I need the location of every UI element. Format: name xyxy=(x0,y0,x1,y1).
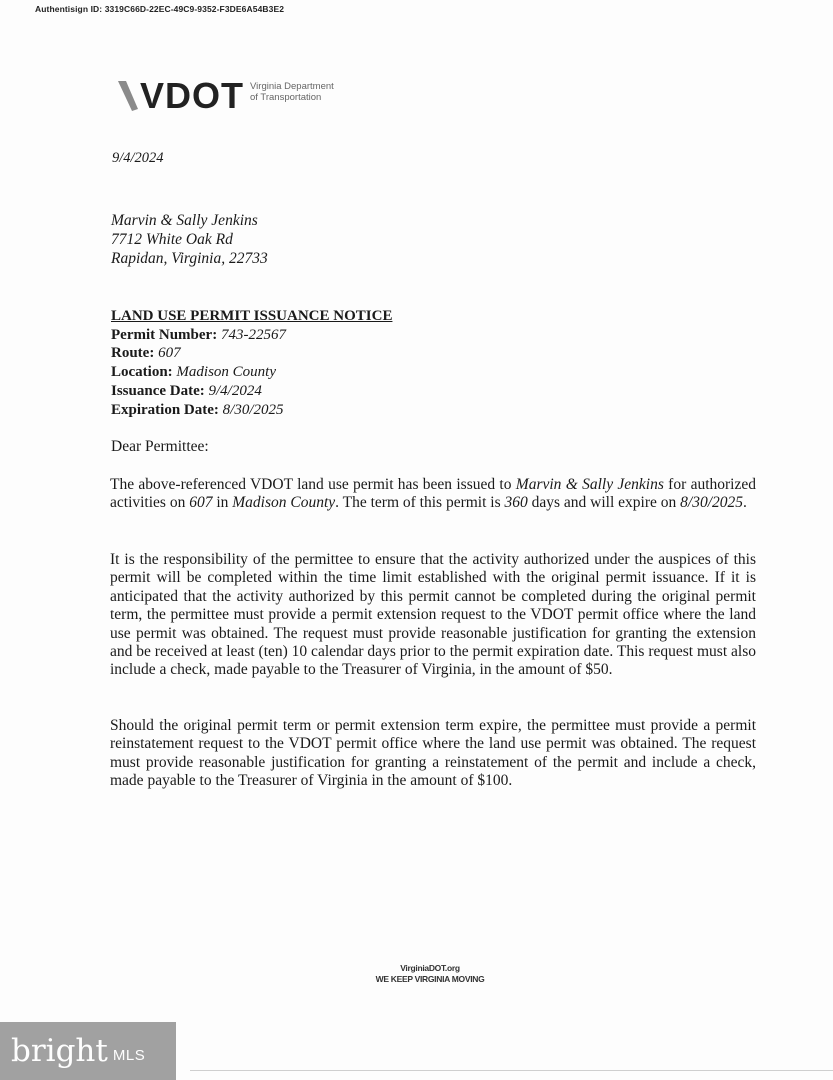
bright-mls-watermark xyxy=(0,1022,176,1080)
p1-text-4: . The term of this permit is xyxy=(335,494,505,512)
p1-route: 607 xyxy=(189,494,213,512)
salutation: Dear Permittee: xyxy=(111,438,209,455)
footer-site: VirginiaDOT.org xyxy=(400,963,460,973)
p1-days: 360 xyxy=(504,494,528,512)
p1-expire: 8/30/2025 xyxy=(680,494,744,512)
letter-date: 9/4/2024 xyxy=(112,150,164,166)
recipient-city: Rapidan, Virginia, 22733 xyxy=(111,250,268,267)
notice-heading: LAND USE PERMIT ISSUANCE NOTICE xyxy=(111,308,393,324)
p1-text-6: . xyxy=(743,494,747,512)
recipient-street: 7712 White Oak Rd xyxy=(111,231,233,248)
p1-text-2: for authorized activities on xyxy=(110,476,756,512)
watermark-suffix: MLS xyxy=(112,1046,146,1064)
paragraph-reinstatement: Should the original permit term or permit extension term expire, the permittee must provide a permit reinstatement request to the VDOT permit office where the land use permit was obtained. The request must provide reasonable justification for granting a reinstatement of the permit and include a check, made payable to the Treasurer of Virginia in the amount of $100. xyxy=(110,717,756,790)
location-row xyxy=(111,363,392,382)
route-value: 607 xyxy=(158,345,181,362)
recipient-address xyxy=(111,211,268,268)
p1-text-3: in xyxy=(212,494,233,512)
watermark-brand: bright xyxy=(11,1032,108,1069)
issuance-label: Issuance Date: xyxy=(111,382,205,399)
vdot-logo-word: VDOT xyxy=(140,75,245,116)
vdot-footer xyxy=(330,963,530,984)
permit-number-value: 743-22567 xyxy=(220,326,286,343)
vdot-logo xyxy=(118,75,334,116)
p1-text-5: days and will expire on xyxy=(527,494,681,512)
authentisign-id: Authentisign ID: 3319C66D-22EC-49C9-9352-F3DE6A54B3E2 xyxy=(35,4,285,14)
issuance-value: 9/4/2024 xyxy=(208,382,262,399)
expiration-value: 8/30/2025 xyxy=(222,401,284,418)
vdot-logo-mark xyxy=(118,75,245,116)
permit-number-label: Permit Number: xyxy=(111,326,218,343)
vdot-swoosh-icon xyxy=(118,79,140,113)
footer-tagline: WE KEEP VIRGINIA MOVING xyxy=(375,974,485,984)
route-label: Route: xyxy=(111,345,155,362)
recipient-name: Marvin & Sally Jenkins xyxy=(111,212,258,229)
paragraph-extension: It is the responsibility of the permittee to ensure that the activity authorized under the auspices of this permit will be completed within the time limit established with the original permit issuance. If it is anticipated that the activity authorized by this permit cannot be completed during the original permit term, the permittee must provide a permit extension request to the VDOT permit office where the land use permit was obtained. The request must provide reasonable justification for granting the extension and be received at least (ten) 10 calendar days prior to the permit expiration date. This request must also include a check, made payable to the Treasurer of Virginia, in the amount of $50. xyxy=(110,551,756,679)
p1-permittee: Marvin & Sally Jenkins xyxy=(515,476,664,493)
logo-sub-line1: Virginia Department xyxy=(250,81,334,92)
bottom-divider xyxy=(190,1070,833,1071)
route-row xyxy=(111,344,392,363)
location-label: Location: xyxy=(111,364,173,381)
p1-text-1: The above-referenced VDOT land use permit has been issued to xyxy=(110,476,516,493)
vdot-logo-subtitle xyxy=(250,82,334,104)
expiration-row xyxy=(111,401,392,420)
permit-number-row xyxy=(111,326,392,345)
expiration-label: Expiration Date: xyxy=(111,401,219,418)
logo-sub-line2: of Transportation xyxy=(250,91,322,103)
p1-county: Madison County xyxy=(232,494,336,512)
issuance-row xyxy=(111,382,392,401)
permit-notice xyxy=(111,307,392,419)
location-value: Madison County xyxy=(176,364,277,381)
paragraph-issued xyxy=(110,476,756,513)
